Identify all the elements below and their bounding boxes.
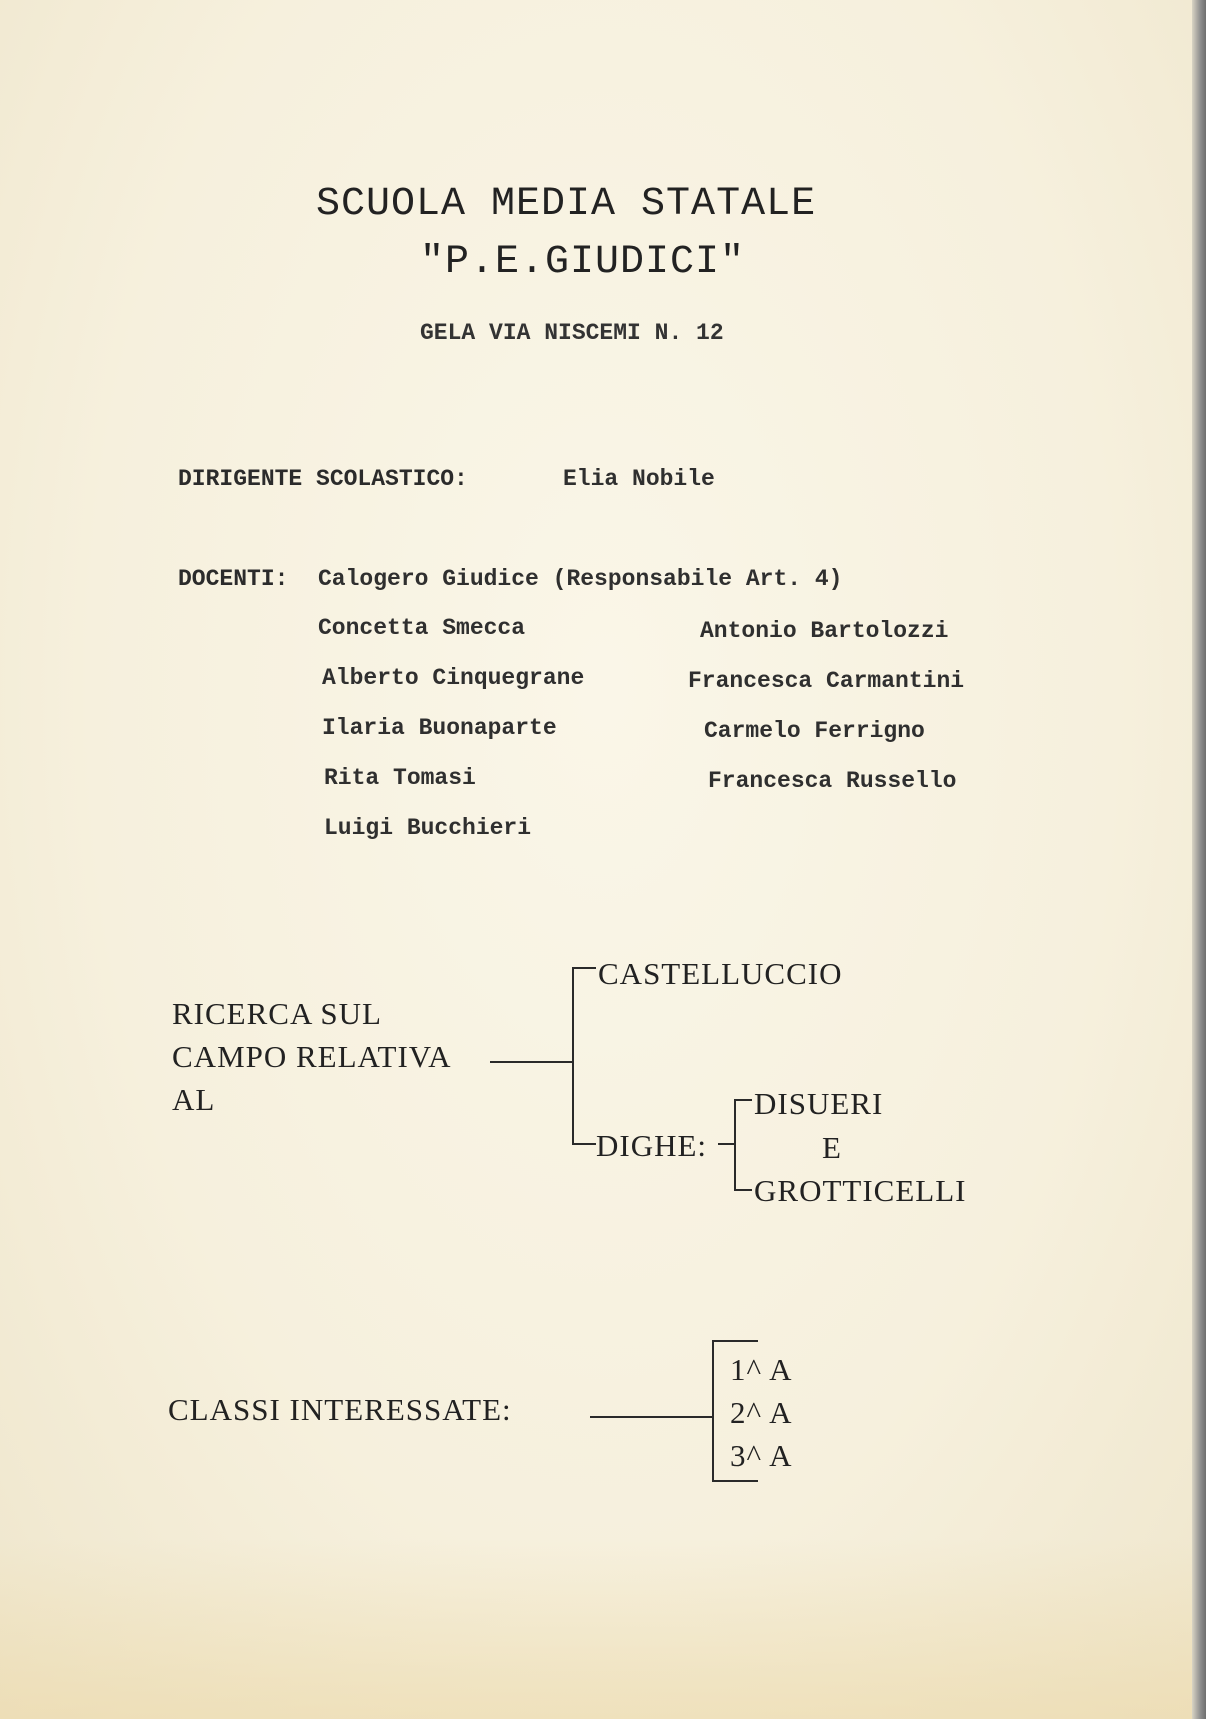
dighe-bracket-top — [734, 1099, 752, 1101]
classes-connector — [590, 1416, 714, 1418]
teacher-right: Francesca Carmantini — [688, 668, 965, 694]
teachers-label: DOCENTI: — [178, 566, 289, 592]
research-connector — [490, 1061, 574, 1063]
classes-bracket-bottom — [712, 1480, 758, 1482]
classes-bracket-top — [712, 1340, 758, 1342]
dighe-bracket-bottom — [734, 1189, 752, 1191]
teacher-right: Carmelo Ferrigno — [704, 718, 925, 744]
class-item: 3^ A — [730, 1438, 793, 1473]
school-title: "P.E.GIUDICI" — [420, 240, 746, 285]
teacher-left: Rita Tomasi — [324, 765, 476, 791]
research-bracket-top — [572, 967, 596, 969]
class-item: 1^ A — [730, 1352, 793, 1387]
teacher-left: Ilaria Buonaparte — [322, 715, 557, 741]
paper-stain — [0, 1539, 1192, 1719]
teacher-left: Alberto Cinquegrane — [322, 665, 585, 691]
dam-grotticelli: GROTTICELLI — [754, 1173, 967, 1208]
research-bracket-bottom — [572, 1143, 596, 1145]
class-item: 2^ A — [730, 1395, 793, 1430]
teacher-right: Antonio Bartolozzi — [700, 618, 949, 644]
classes-label: CLASSI INTERESSATE: — [168, 1392, 512, 1427]
dam-disueri: DISUERI — [754, 1086, 884, 1121]
classes-bracket-vertical — [712, 1340, 714, 1482]
head-label: DIRIGENTE SCOLASTICO: — [178, 466, 468, 492]
teacher-right: Francesca Russello — [708, 768, 957, 794]
research-line-2: CAMPO RELATIVA — [172, 1039, 452, 1074]
branch-castelluccio: CASTELLUCCIO — [598, 956, 843, 991]
head-name: Elia Nobile — [563, 466, 715, 492]
teacher-left: Concetta Smecca — [318, 615, 526, 641]
teacher-left: Luigi Bucchieri — [324, 815, 532, 841]
school-name: SCUOLA MEDIA STATALE — [316, 182, 817, 227]
dighe-connector — [718, 1143, 734, 1145]
page-edge — [1192, 0, 1206, 1719]
research-line-1: RICERCA SUL — [172, 996, 382, 1031]
research-line-3: AL — [172, 1082, 216, 1117]
lead-teacher: Calogero Giudice (Responsabile Art. 4) — [318, 566, 843, 592]
dighe-bracket-vertical — [734, 1099, 736, 1191]
branch-dighe: DIGHE: — [596, 1128, 708, 1163]
dam-conjunction: E — [822, 1130, 842, 1165]
school-address: GELA VIA NISCEMI N. 12 — [420, 320, 724, 346]
research-bracket-vertical — [572, 967, 574, 1145]
